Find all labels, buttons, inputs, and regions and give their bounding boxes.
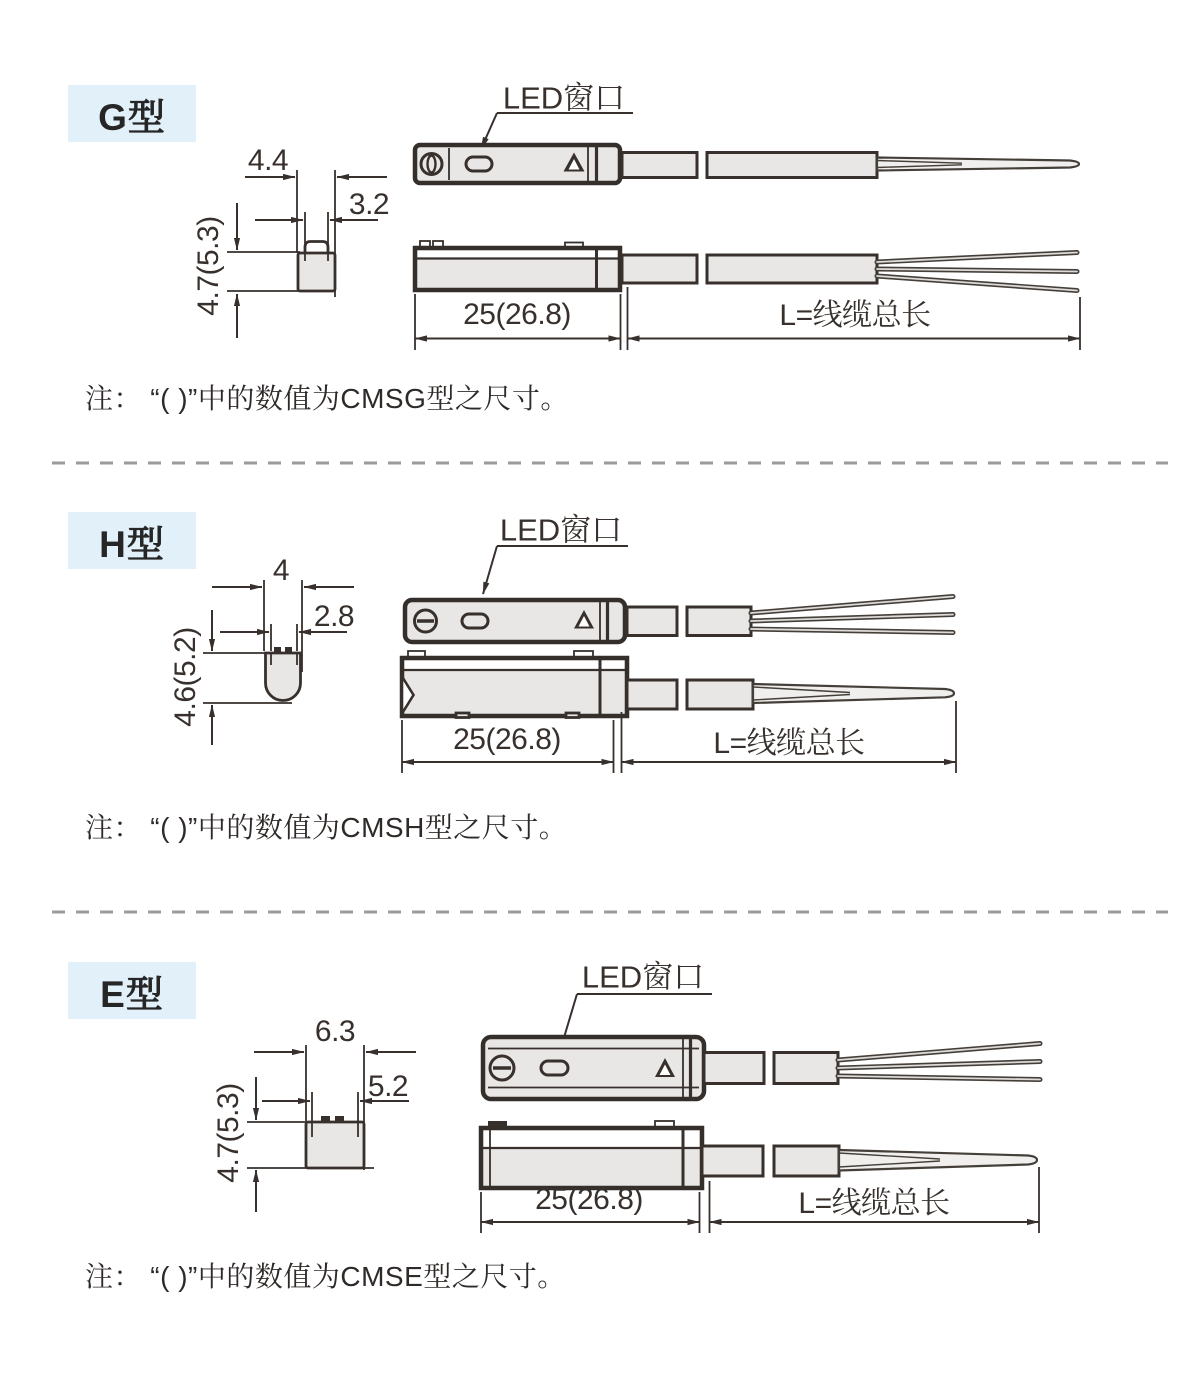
cable-sleeve (627, 680, 677, 709)
note-g: 注： “( )”中的数值为CMSG型之尺寸。 (85, 383, 569, 414)
dim-outer-width-e: 6.3 (314, 1015, 356, 1048)
h-type-top-view (405, 546, 953, 642)
cable-sleeve (704, 1053, 764, 1084)
e-type-top-view (483, 994, 1040, 1099)
wire-strands (877, 158, 1079, 171)
cable-segment (774, 1053, 838, 1084)
dim-height-h: 4.6(5.2) (169, 627, 202, 727)
dim-inner-width-e: 5.2 (367, 1070, 409, 1103)
wire-strands (753, 684, 954, 703)
section-label-g: G型 (68, 85, 196, 142)
dim-body-length-e: 25(26.8) (535, 1183, 643, 1216)
dim-cable-length-h: L=线缆总长 (713, 727, 865, 760)
wire-strands (877, 253, 1077, 291)
dim-cable-length-g: L=线缆总长 (779, 299, 931, 332)
wire-strands (839, 1150, 1037, 1171)
dim-height-g: 4.7(5.3) (192, 216, 225, 316)
g-type-top-view (415, 113, 1079, 183)
h-type-side-view (402, 651, 954, 718)
note-e: 注： “( )”中的数值为CMSE型之尺寸。 (85, 1261, 566, 1292)
section-label-e: E型 (68, 962, 196, 1019)
led-window-icon (466, 157, 492, 171)
led-window-label-e: LED窗口 (581, 959, 705, 995)
cable-sleeve (627, 607, 677, 636)
dim-inner-width-h: 2.8 (313, 600, 355, 633)
wire-strands (838, 1044, 1040, 1080)
dim-body-length-g: 25(26.8) (463, 298, 571, 331)
led-window-label-h: LED窗口 (499, 512, 623, 548)
cable-sleeve (622, 255, 697, 283)
wire-strands (751, 597, 953, 633)
dim-inner-width-g: 3.2 (348, 188, 390, 221)
dim-body-length-h: 25(26.8) (453, 723, 561, 756)
cable-segment (687, 607, 751, 636)
dim-height-e: 4.7(5.3) (212, 1083, 245, 1183)
g-type-side-view (415, 241, 1077, 291)
cable-sleeve (702, 1146, 763, 1176)
cable-segment (687, 680, 753, 709)
led-window-label-g: LED窗口 (502, 80, 626, 116)
note-h: 注： “( )”中的数值为CMSH型之尺寸。 (85, 812, 568, 843)
dim-outer-width-h: 4 (272, 554, 290, 587)
cable-segment (707, 153, 877, 178)
cable-segment (707, 255, 877, 283)
dim-outer-width-g: 4.4 (247, 144, 289, 177)
led-window-icon (462, 614, 488, 628)
cable-segment (774, 1146, 839, 1176)
section-label-h: H型 (68, 512, 196, 569)
led-window-icon (541, 1061, 568, 1075)
cable-sleeve (622, 153, 697, 178)
dim-cable-length-e: L=线缆总长 (798, 1187, 950, 1220)
e-type-side-view (481, 1121, 1037, 1188)
